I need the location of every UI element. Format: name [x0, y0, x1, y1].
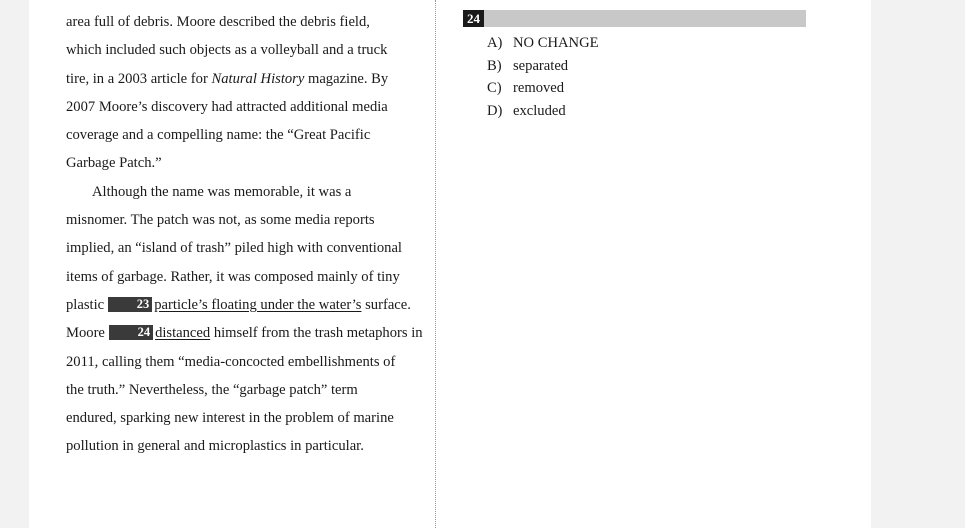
answer-options	[487, 33, 599, 123]
question-number: 24	[463, 10, 484, 27]
option-c[interactable]: C) removed	[487, 80, 565, 97]
question-23-underlined-text[interactable]: particle’s floating under the water’s	[154, 296, 362, 313]
question-header-bar	[463, 10, 806, 27]
paragraph-1: area full of debris. Moore described the debris field, which included such objects as a volleyball and a truck tire, in a 2003 article for Natural History magazine. By 2007 Moore’s discovery had attracted additional media coverage and a compelling name: the “Great Pacific Garbage Patch.”	[66, 14, 389, 172]
paragraph-2: Although the name was memorable, it was a misnomer. The patch was not, as some media reports implied, an “island of trash” piled high with conventional items of garbage. Rather, it was composed mainly of tiny plastic 23 particle’s floating under the water’s surface. Moore 24 distanced himself from the trash metaphors in 2011, calling them “media-concocted embellishments of the truth.” Nevertheless, the “garbage patch” term endured, sparking new interest in the problem of marine pollution in general and microplastics in particular.	[66, 183, 423, 455]
question-23-marker[interactable]: 23	[108, 297, 153, 312]
column-divider	[435, 0, 436, 528]
option-b[interactable]: B) separated	[487, 57, 569, 74]
option-d[interactable]: D) excluded	[487, 102, 566, 119]
passage-text	[66, 8, 426, 461]
question-24-underlined-text[interactable]: distanced	[155, 325, 211, 342]
magazine-title: Natural History	[211, 70, 305, 87]
test-page	[29, 0, 871, 528]
option-a[interactable]: A) NO CHANGE	[487, 35, 599, 51]
question-24-marker[interactable]: 24	[109, 325, 154, 340]
